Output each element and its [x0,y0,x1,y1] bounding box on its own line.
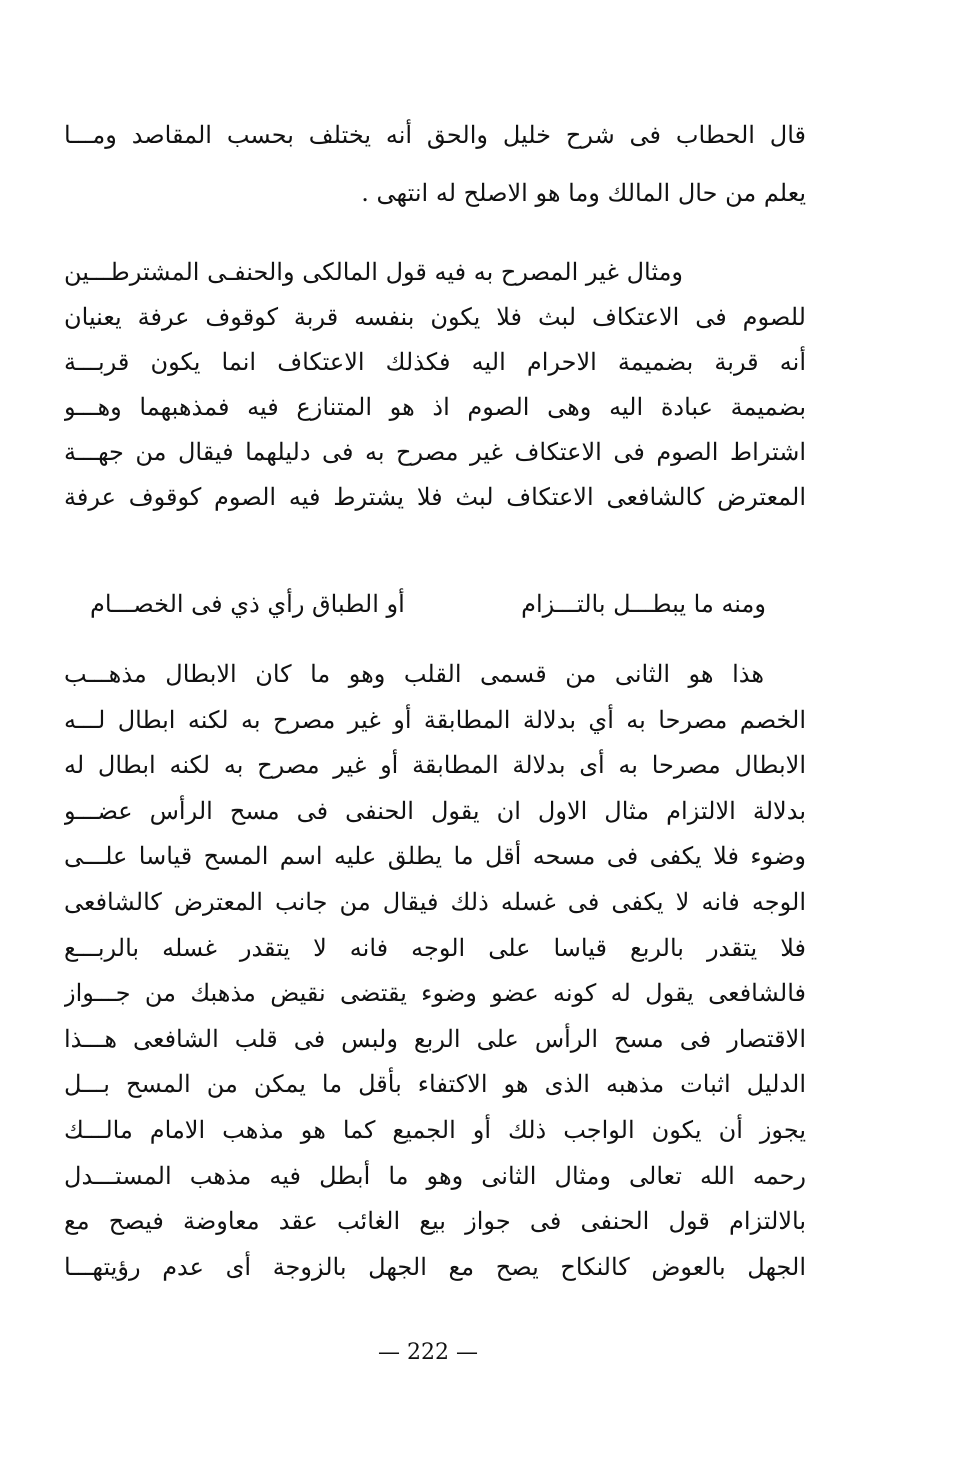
text-line: فالشافعى يقول له كونه عضو وضوء يقتضى نقيض مذهبك من جـــواز [64,979,806,1008]
text-line: يجوز أن يكون الواجب ذلك أو الجميع كما هو مذهب الامام مالـــك [64,1115,806,1144]
text-line: قال الحطاب فى شرح خليل والحق أنه يختلف بحسب المقاصد ومـــا [64,121,806,149]
text-line: أنه قربة بضميمة الاحرام اليه فكذلك الاعتكاف انما يكون قربـــة [64,348,806,376]
text-line: بالالتزام قول الحنفى فى جواز بيع الغائب عقد معاوضة فيصح مع [64,1207,806,1236]
text-line: الدليل اثبات مذهبه الذى هو الاكتفاء بأقل ما يمكن من المسح بـــل [64,1070,806,1099]
text-line: الوجه فانه لا يكفى فى غسله ذلك فيقال من جانب المعترض كالشافعى [64,887,806,916]
text-line: هذا هو الثانى من قسمى القلب وهو ما كان الابطال مذهـــب [64,660,764,688]
text-line: الجهل بالعوض كالنكاح يصح مع الجهل بالزوجة أى عدم رؤيتهـــا [64,1252,806,1281]
text-line: اشتراط الصوم فى الاعتكاف غير مصرح به فى دليلهما فيقال من جهـــة [64,438,806,466]
text-line: المعترض كالشافعى الاعتكاف لبث فلا يشترط فيه الصوم كوقوف عرفة [64,483,806,511]
paragraph-unstated-example [64,250,806,520]
paragraph-hattab-quote [64,106,806,222]
page-number: — 222 — [378,1340,478,1365]
text-line: ومثال غير المصرح به فيه قول المالكى والحنفـى المشترطـــين [64,258,684,286]
text-line: رحمه الله تعالى ومثال الثانى وهو ما أبطل فيه مذهب المستـــدل [64,1161,806,1190]
text-line: بدلالة الالتزام مثال الاول ان يقول الحنفى فى مسح الرأس عضـــو [64,796,806,825]
text-line: الخصم مصرحا به أي بدلالة المطابقة أو غير مصرح به لكنه ابطال لـــه [64,705,806,734]
text-line: الابطال مصرحا به أى بدلالة المطابقة أو غير مصرح به لكنه ابطال له [64,751,806,780]
paragraph-commentary [64,652,806,1290]
verse-second-hemistich: أو الطباق رأي ذي فى الخصـــام [90,590,405,618]
verse-first-hemistich: ومنه ما يبطـــل بالتـــزام [521,590,766,618]
text-line: الاقتصار فى مسح الرأس على الربع ولبس فى قلب الشافعى هـــذا [64,1024,806,1053]
text-line: بضميمة عبادة اليه وهى الصوم اذ هو المتنازع فيه فمذهبهما وهـــو [64,393,806,421]
poem-verse [90,580,766,628]
text-line: يعلم من حال المالك وما هو الاصلح له انتهى . [361,179,806,207]
text-line: وضوء فلا يكفى فى مسحه أقل ما يطلق عليه اسم المسح قياسا علـــى [64,842,806,871]
text-line: للصوم فى الاعتكاف لبث فلا يكون بنفسه قربة كوقوف عرفة يعنيان [64,303,806,331]
text-line: فلا يتقدر بالربع قياسا على الوجه فانه لا يتقدر غسله بالربـــع [64,933,806,962]
